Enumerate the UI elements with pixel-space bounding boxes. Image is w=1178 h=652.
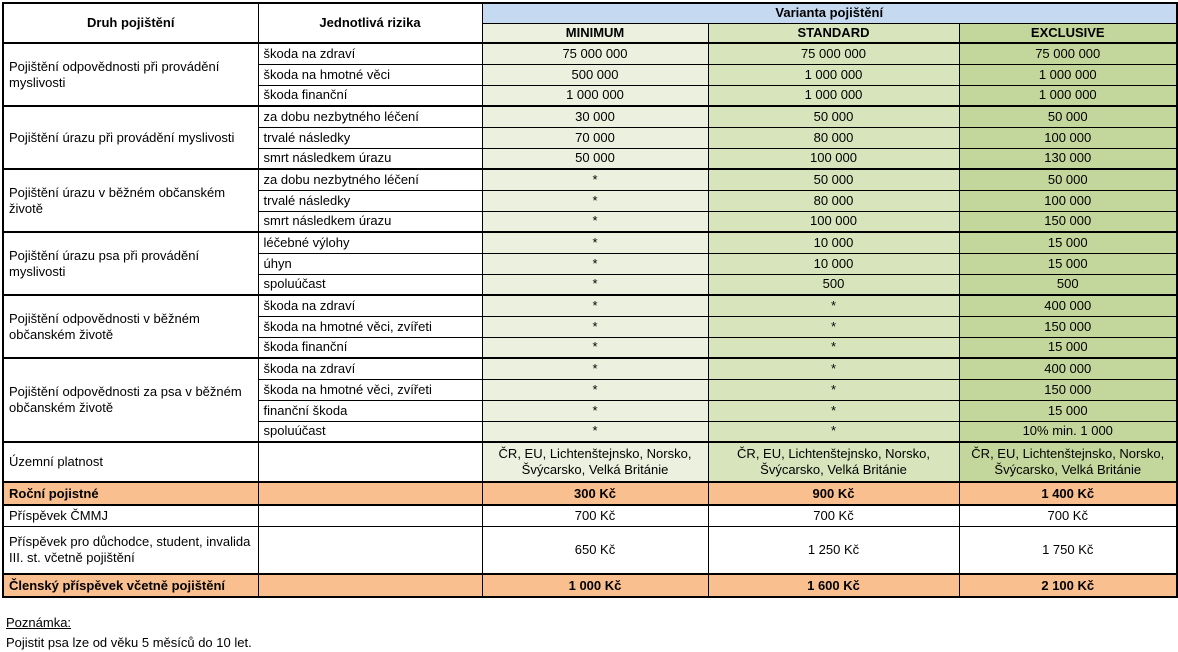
risk-cell: škoda na hmotné věci [258, 64, 482, 85]
insurance-type-cell: Pojištění úrazu psa při provádění myslivosti [3, 232, 258, 295]
risk-cell: škoda finanční [258, 337, 482, 358]
value-standard: * [708, 295, 959, 316]
risk-cell: škoda finanční [258, 85, 482, 106]
value-exclusive: 150 000 [959, 379, 1177, 400]
value-minimum: * [482, 295, 708, 316]
insurance-type-cell: Pojištění odpovědnosti za psa v běžném občanském životě [3, 358, 258, 442]
risk-cell: smrt následkem úrazu [258, 148, 482, 169]
cmmj-standard: 700 Kč [708, 505, 959, 526]
value-exclusive: 1 000 000 [959, 64, 1177, 85]
value-standard: 80 000 [708, 127, 959, 148]
risk-cell: za dobu nezbytného léčení [258, 169, 482, 190]
value-standard: * [708, 379, 959, 400]
value-minimum: 30 000 [482, 106, 708, 127]
territorial-validity-label: Územní platnost [3, 442, 258, 482]
value-exclusive: 15 000 [959, 253, 1177, 274]
empty-cell [258, 482, 482, 505]
risk-cell: finanční škoda [258, 400, 482, 421]
note-text: Pojistit psa lze od věku 5 měsíců do 10 let. [6, 633, 1178, 652]
value-standard: * [708, 337, 959, 358]
value-minimum: * [482, 316, 708, 337]
value-standard: 50 000 [708, 169, 959, 190]
value-exclusive: 130 000 [959, 148, 1177, 169]
value-minimum: 70 000 [482, 127, 708, 148]
territorial-minimum: ČR, EU, Lichtenštejnsko, Norsko, Švýcarsko, Velká Británie [482, 442, 708, 482]
member-minimum: 1 000 Kč [482, 574, 708, 597]
cmmj-exclusive: 700 Kč [959, 505, 1177, 526]
value-standard: 50 000 [708, 106, 959, 127]
value-minimum: * [482, 169, 708, 190]
risk-cell: škoda na hmotné věci, zvířeti [258, 316, 482, 337]
value-standard: 10 000 [708, 232, 959, 253]
value-exclusive: 50 000 [959, 169, 1177, 190]
value-minimum: * [482, 421, 708, 442]
risk-cell: spoluúčast [258, 274, 482, 295]
value-standard: * [708, 316, 959, 337]
risk-cell: škoda na zdraví [258, 295, 482, 316]
value-minimum: * [482, 337, 708, 358]
value-standard: 1 000 000 [708, 64, 959, 85]
value-minimum: * [482, 190, 708, 211]
member-standard: 1 600 Kč [708, 574, 959, 597]
value-standard: 100 000 [708, 148, 959, 169]
value-standard: 10 000 [708, 253, 959, 274]
insurance-type-cell: Pojištění odpovědnosti v běžném občanském životě [3, 295, 258, 358]
risk-cell: škoda na zdraví [258, 43, 482, 64]
risk-cell: spoluúčast [258, 421, 482, 442]
header-variant-exclusive: EXCLUSIVE [959, 23, 1177, 43]
value-minimum: 50 000 [482, 148, 708, 169]
value-exclusive: 400 000 [959, 295, 1177, 316]
member-contribution-label: Členský příspěvek včetně pojištění [3, 574, 258, 597]
insurance-type-cell: Pojištění odpovědnosti při provádění myslivosti [3, 43, 258, 106]
value-minimum: 75 000 000 [482, 43, 708, 64]
header-variant-minimum: MINIMUM [482, 23, 708, 43]
risk-cell: trvalé následky [258, 190, 482, 211]
value-minimum: 1 000 000 [482, 85, 708, 106]
empty-cell [258, 574, 482, 597]
empty-cell [258, 526, 482, 574]
value-minimum: * [482, 274, 708, 295]
value-exclusive: 15 000 [959, 232, 1177, 253]
territorial-exclusive: ČR, EU, Lichtenštejnsko, Norsko, Švýcarsko, Velká Británie [959, 442, 1177, 482]
note-title: Poznámka: [6, 613, 1178, 633]
value-minimum: * [482, 358, 708, 379]
risk-cell: škoda na zdraví [258, 358, 482, 379]
value-minimum: 500 000 [482, 64, 708, 85]
value-exclusive: 150 000 [959, 316, 1177, 337]
value-standard: * [708, 358, 959, 379]
value-standard: 100 000 [708, 211, 959, 232]
empty-cell [258, 442, 482, 482]
value-exclusive: 10% min. 1 000 [959, 421, 1177, 442]
annual-premium-minimum: 300 Kč [482, 482, 708, 505]
value-exclusive: 400 000 [959, 358, 1177, 379]
discount-minimum: 650 Kč [482, 526, 708, 574]
value-exclusive: 75 000 000 [959, 43, 1177, 64]
empty-cell [258, 505, 482, 526]
risk-cell: smrt následkem úrazu [258, 211, 482, 232]
header-druh-pojisteni: Druh pojištění [3, 3, 258, 43]
value-exclusive: 150 000 [959, 211, 1177, 232]
header-varianta-pojisteni: Varianta pojištění [482, 3, 1177, 23]
insurance-type-cell: Pojištění úrazu při provádění myslivosti [3, 106, 258, 169]
insurance-type-cell: Pojištění úrazu v běžném občanském životě [3, 169, 258, 232]
value-standard: 500 [708, 274, 959, 295]
cmmj-contribution-label: Příspěvek ČMMJ [3, 505, 258, 526]
annual-premium-exclusive: 1 400 Kč [959, 482, 1177, 505]
value-exclusive: 1 000 000 [959, 85, 1177, 106]
discount-contribution-label: Příspěvek pro důchodce, student, invalida III. st. včetně pojištění [3, 526, 258, 574]
value-exclusive: 500 [959, 274, 1177, 295]
discount-standard: 1 250 Kč [708, 526, 959, 574]
value-minimum: * [482, 379, 708, 400]
cmmj-minimum: 700 Kč [482, 505, 708, 526]
territorial-standard: ČR, EU, Lichtenštejnsko, Norsko, Švýcarsko, Velká Británie [708, 442, 959, 482]
insurance-table [2, 2, 1178, 598]
risk-cell: léčebné výlohy [258, 232, 482, 253]
value-minimum: * [482, 211, 708, 232]
header-jednotliva-rizika: Jednotlivá rizika [258, 3, 482, 43]
value-standard: 75 000 000 [708, 43, 959, 64]
value-standard: * [708, 400, 959, 421]
value-exclusive: 50 000 [959, 106, 1177, 127]
risk-cell: za dobu nezbytného léčení [258, 106, 482, 127]
value-exclusive: 100 000 [959, 127, 1177, 148]
header-variant-standard: STANDARD [708, 23, 959, 43]
value-standard: * [708, 421, 959, 442]
footnote [6, 613, 1178, 652]
annual-premium-label: Roční pojistné [3, 482, 258, 505]
annual-premium-standard: 900 Kč [708, 482, 959, 505]
value-minimum: * [482, 232, 708, 253]
value-minimum: * [482, 400, 708, 421]
risk-cell: škoda na hmotné věci, zvířeti [258, 379, 482, 400]
discount-exclusive: 1 750 Kč [959, 526, 1177, 574]
risk-cell: trvalé následky [258, 127, 482, 148]
value-exclusive: 15 000 [959, 400, 1177, 421]
value-standard: 1 000 000 [708, 85, 959, 106]
member-exclusive: 2 100 Kč [959, 574, 1177, 597]
risk-cell: úhyn [258, 253, 482, 274]
value-minimum: * [482, 253, 708, 274]
value-exclusive: 15 000 [959, 337, 1177, 358]
value-exclusive: 100 000 [959, 190, 1177, 211]
value-standard: 80 000 [708, 190, 959, 211]
